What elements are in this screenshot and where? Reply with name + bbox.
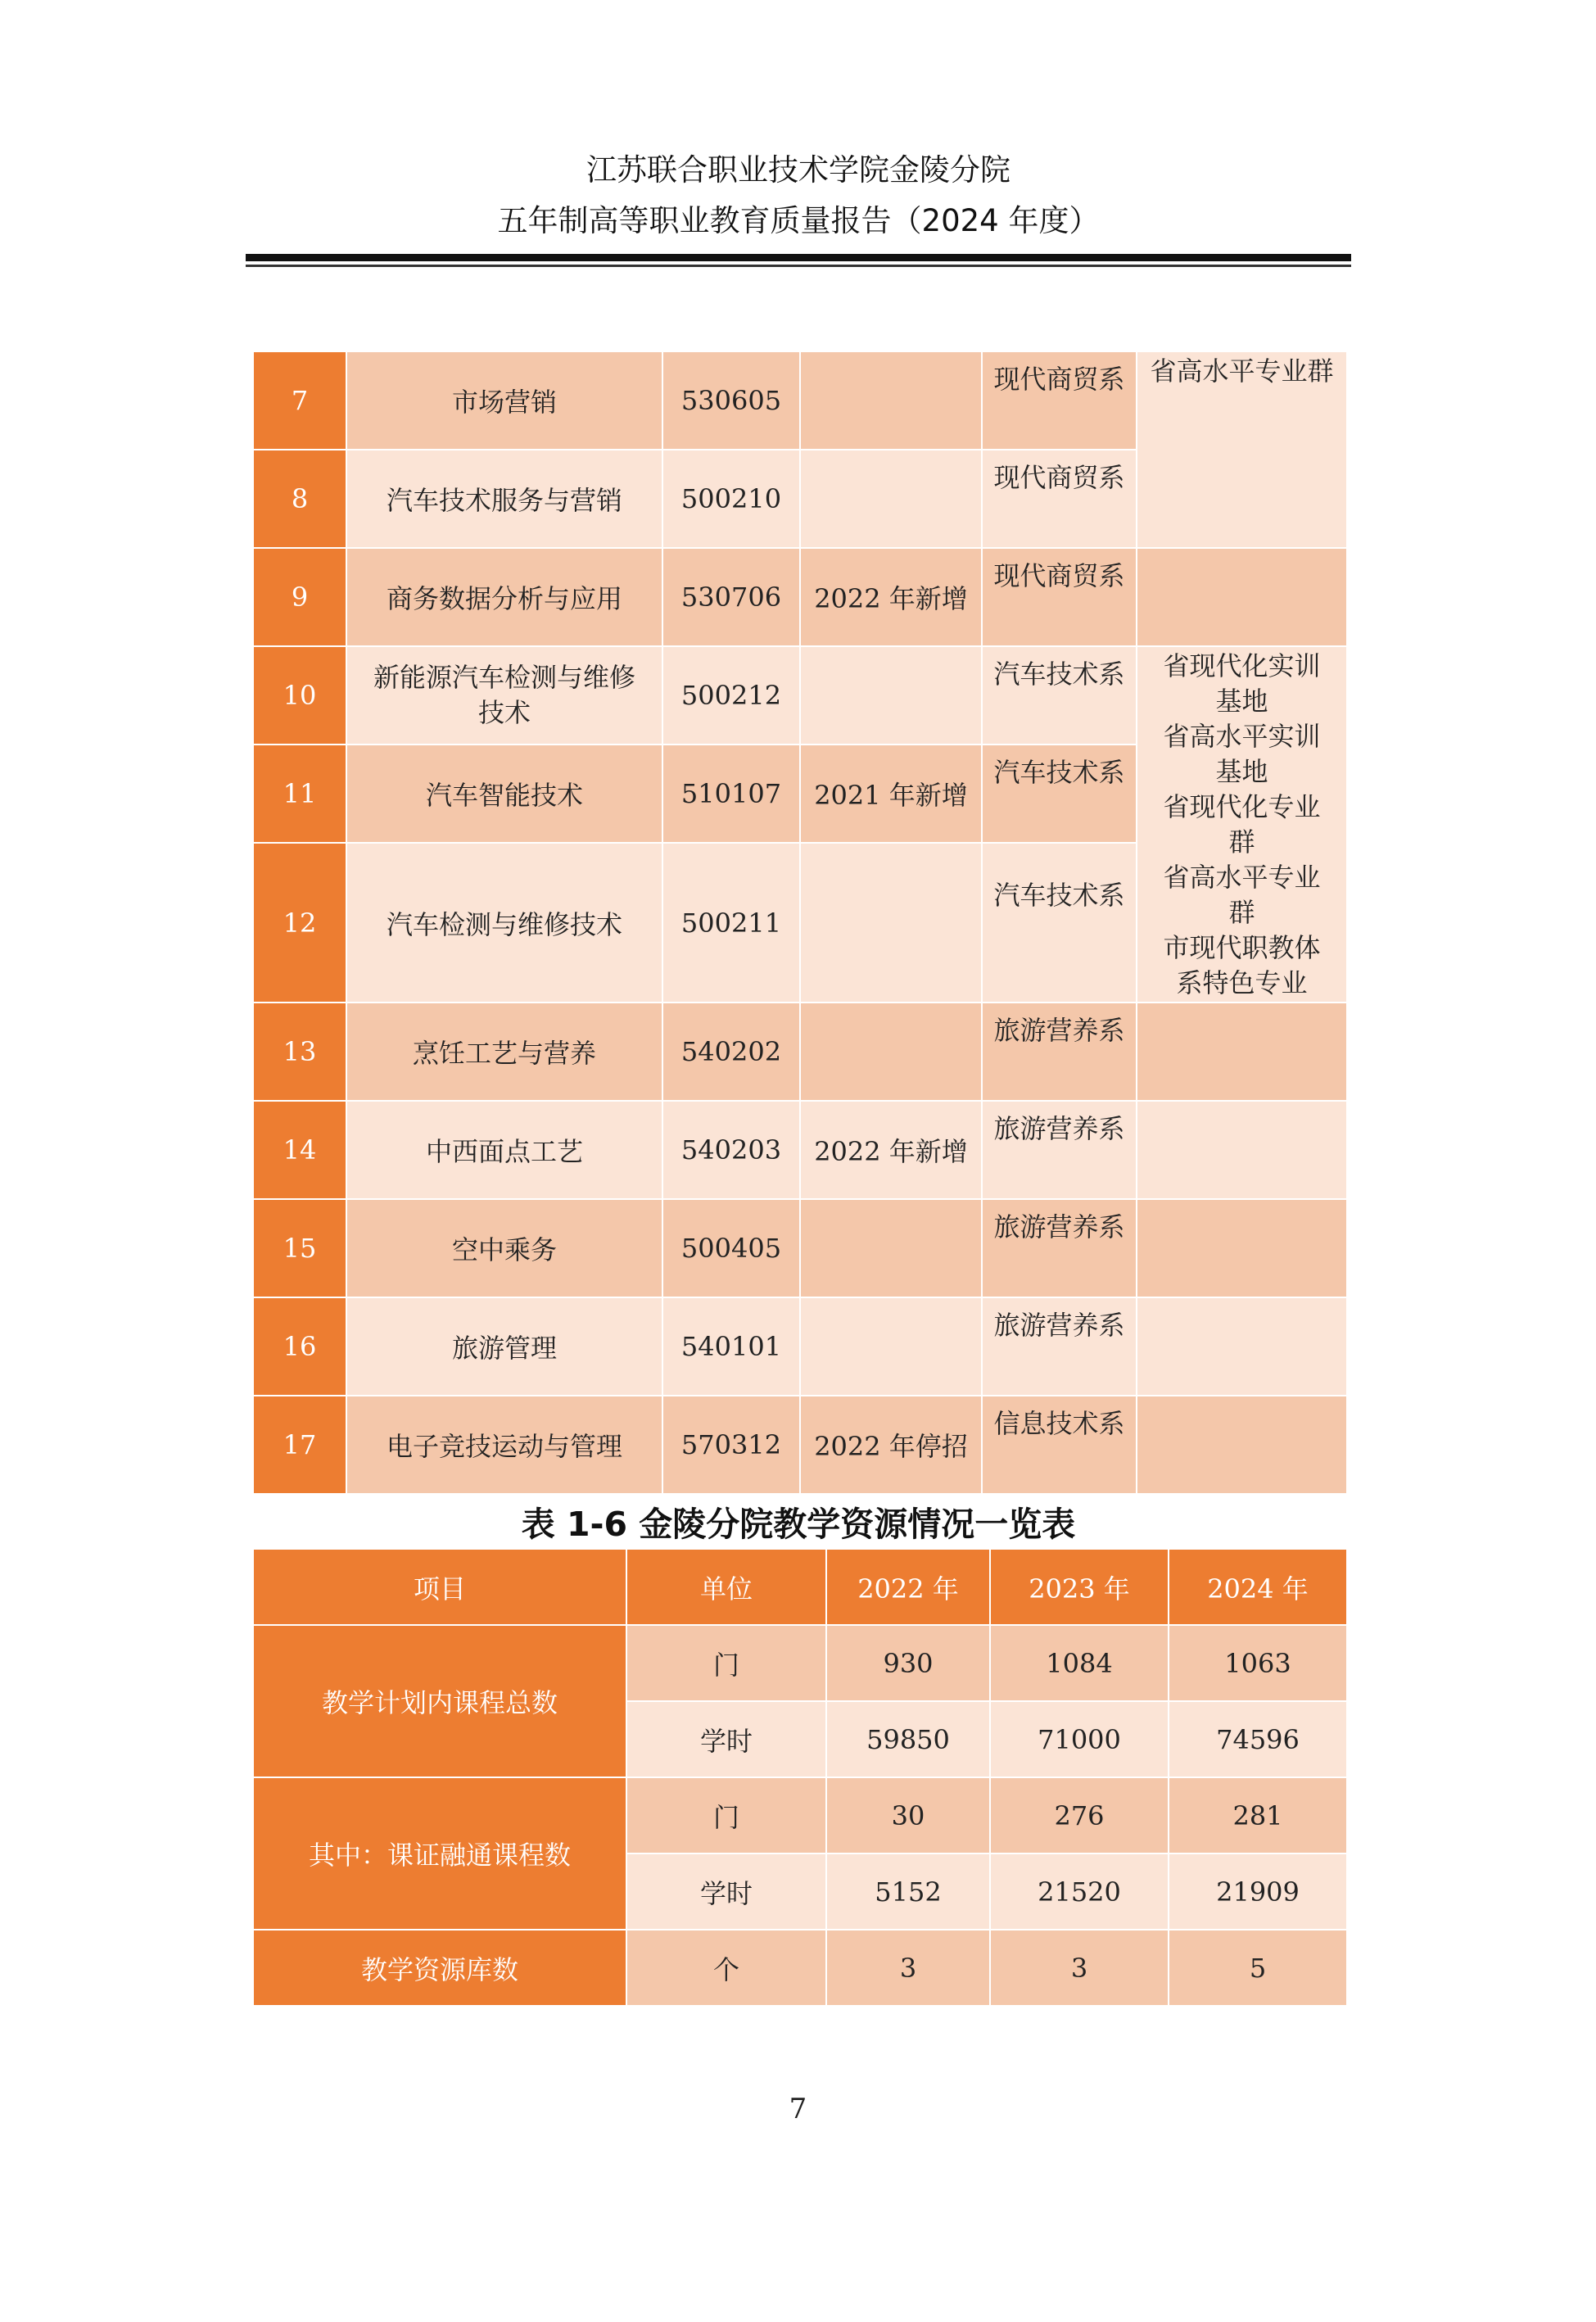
cell-value: 3: [826, 1930, 990, 2006]
row-number: 9: [253, 548, 346, 646]
major-name: 旅游管理: [346, 1297, 662, 1396]
teaching-resources-table: [252, 1548, 1348, 2007]
major-name: 汽车技术服务与营销: [346, 450, 662, 548]
row-number: 12: [253, 843, 346, 1003]
major-remark: 2021 年新增: [800, 745, 982, 843]
cell-value: 281: [1169, 1777, 1347, 1854]
cell-value: 74596: [1169, 1701, 1347, 1777]
row-number: 8: [253, 450, 346, 548]
cell-value: 71000: [990, 1701, 1169, 1777]
major-code: 500210: [662, 450, 800, 548]
row-label: 教学计划内课程总数: [253, 1625, 626, 1777]
major-remark: [800, 843, 982, 1003]
table-row: [253, 1777, 1347, 1854]
honor-note: 省高水平专业群: [1137, 351, 1347, 548]
honor-note-empty: [1137, 1396, 1347, 1494]
major-department: 旅游营养系: [982, 1101, 1137, 1199]
major-name: 汽车智能技术: [346, 745, 662, 843]
major-name: 空中乘务: [346, 1199, 662, 1297]
major-name: 新能源汽车检测与维修技术: [346, 646, 662, 745]
major-name: 电子竞技运动与管理: [346, 1396, 662, 1494]
major-department: 旅游营养系: [982, 1297, 1137, 1396]
row-label: 教学资源库数: [253, 1930, 626, 2006]
major-code: 510107: [662, 745, 800, 843]
table-caption: 表 1-6 金陵分院教学资源情况一览表: [521, 1505, 1076, 1544]
cell-value: 21909: [1169, 1854, 1347, 1930]
honor-note-empty: [1137, 1297, 1347, 1396]
cell-value: 59850: [826, 1701, 990, 1777]
major-name: 商务数据分析与应用: [346, 548, 662, 646]
major-code: 540203: [662, 1101, 800, 1199]
major-code: 500211: [662, 843, 800, 1003]
header-year: 2024 年: [1169, 1549, 1347, 1625]
row-unit: 个: [626, 1930, 826, 2006]
row-number: 13: [253, 1003, 346, 1101]
row-number: 14: [253, 1101, 346, 1199]
row-number: 16: [253, 1297, 346, 1396]
major-remark: 2022 年新增: [800, 1101, 982, 1199]
honor-note-item: 省高水平实训基地: [1163, 721, 1321, 787]
row-unit: 门: [626, 1625, 826, 1701]
honor-note-list: [1137, 646, 1347, 1003]
header-year: 2022 年: [826, 1549, 990, 1625]
table-row: [253, 1625, 1347, 1701]
row-number: 15: [253, 1199, 346, 1297]
major-remark: [800, 351, 982, 450]
table-row: [253, 646, 1347, 745]
header-item: 项目: [253, 1549, 626, 1625]
major-remark: 2022 年停招: [800, 1396, 982, 1494]
honor-note-empty: [1137, 548, 1347, 646]
header-rule-thick: [246, 254, 1351, 261]
major-department: 现代商贸系: [982, 351, 1137, 450]
cell-value: 21520: [990, 1854, 1169, 1930]
table-row: [253, 1003, 1347, 1101]
page-header: [246, 147, 1351, 244]
major-remark: [800, 646, 982, 745]
row-number: 7: [253, 351, 346, 450]
cell-value: 930: [826, 1625, 990, 1701]
row-unit: 门: [626, 1777, 826, 1854]
major-name: 市场营销: [346, 351, 662, 450]
row-number: 10: [253, 646, 346, 745]
major-department: 汽车技术系: [982, 745, 1137, 843]
cell-value: 30: [826, 1777, 990, 1854]
table-header-row: [253, 1549, 1347, 1625]
major-department: 旅游营养系: [982, 1199, 1137, 1297]
cell-value: 3: [990, 1930, 1169, 2006]
majors-table: [252, 351, 1348, 1495]
table-row: [253, 1199, 1347, 1297]
major-remark: [800, 450, 982, 548]
row-number: 11: [253, 745, 346, 843]
honor-note-item: 省高水平专业群: [1163, 862, 1321, 928]
major-remark: [800, 1297, 982, 1396]
major-department: 信息技术系: [982, 1396, 1137, 1494]
row-unit: 学时: [626, 1854, 826, 1930]
row-number: 17: [253, 1396, 346, 1494]
honor-note-empty: [1137, 1003, 1347, 1101]
honor-note-empty: [1137, 1199, 1347, 1297]
major-name: 中西面点工艺: [346, 1101, 662, 1199]
major-code: 540101: [662, 1297, 800, 1396]
major-remark: 2022 年新增: [800, 548, 982, 646]
major-department: 汽车技术系: [982, 843, 1137, 1003]
header-year: 2023 年: [990, 1549, 1169, 1625]
header-school-name: 江苏联合职业技术学院金陵分院: [586, 152, 1010, 188]
header-report-title: 五年制高等职业教育质量报告（2024 年度）: [497, 203, 1100, 238]
major-department: 现代商贸系: [982, 548, 1137, 646]
major-code: 500405: [662, 1199, 800, 1297]
cell-value: 276: [990, 1777, 1169, 1854]
major-code: 540202: [662, 1003, 800, 1101]
table-row: [253, 1396, 1347, 1494]
cell-value: 1063: [1169, 1625, 1347, 1701]
table-row: [253, 351, 1347, 450]
honor-note-item: 省现代化专业群: [1163, 791, 1321, 858]
honor-note-item: 市现代职教体系特色专业: [1163, 932, 1321, 998]
honor-note-empty: [1137, 1101, 1347, 1199]
cell-value: 1084: [990, 1625, 1169, 1701]
major-name: 汽车检测与维修技术: [346, 843, 662, 1003]
cell-value: 5: [1169, 1930, 1347, 2006]
table-row: [253, 1297, 1347, 1396]
table-row: [253, 1930, 1347, 2006]
major-department: 现代商贸系: [982, 450, 1137, 548]
major-code: 530605: [662, 351, 800, 450]
row-label: 其中：课证融通课程数: [253, 1777, 626, 1930]
major-name: 烹饪工艺与营养: [346, 1003, 662, 1101]
major-department: 旅游营养系: [982, 1003, 1137, 1101]
major-department: 汽车技术系: [982, 646, 1137, 745]
honor-note-item: 省现代化实训基地: [1163, 650, 1321, 717]
row-unit: 学时: [626, 1701, 826, 1777]
header-rule-thin: [246, 265, 1351, 267]
table-row: [253, 548, 1347, 646]
major-code: 500212: [662, 646, 800, 745]
page-number: 7: [789, 2093, 807, 2125]
major-remark: [800, 1003, 982, 1101]
major-remark: [800, 1199, 982, 1297]
major-code: 530706: [662, 548, 800, 646]
cell-value: 5152: [826, 1854, 990, 1930]
table-row: [253, 1101, 1347, 1199]
major-code: 570312: [662, 1396, 800, 1494]
header-unit: 单位: [626, 1549, 826, 1625]
